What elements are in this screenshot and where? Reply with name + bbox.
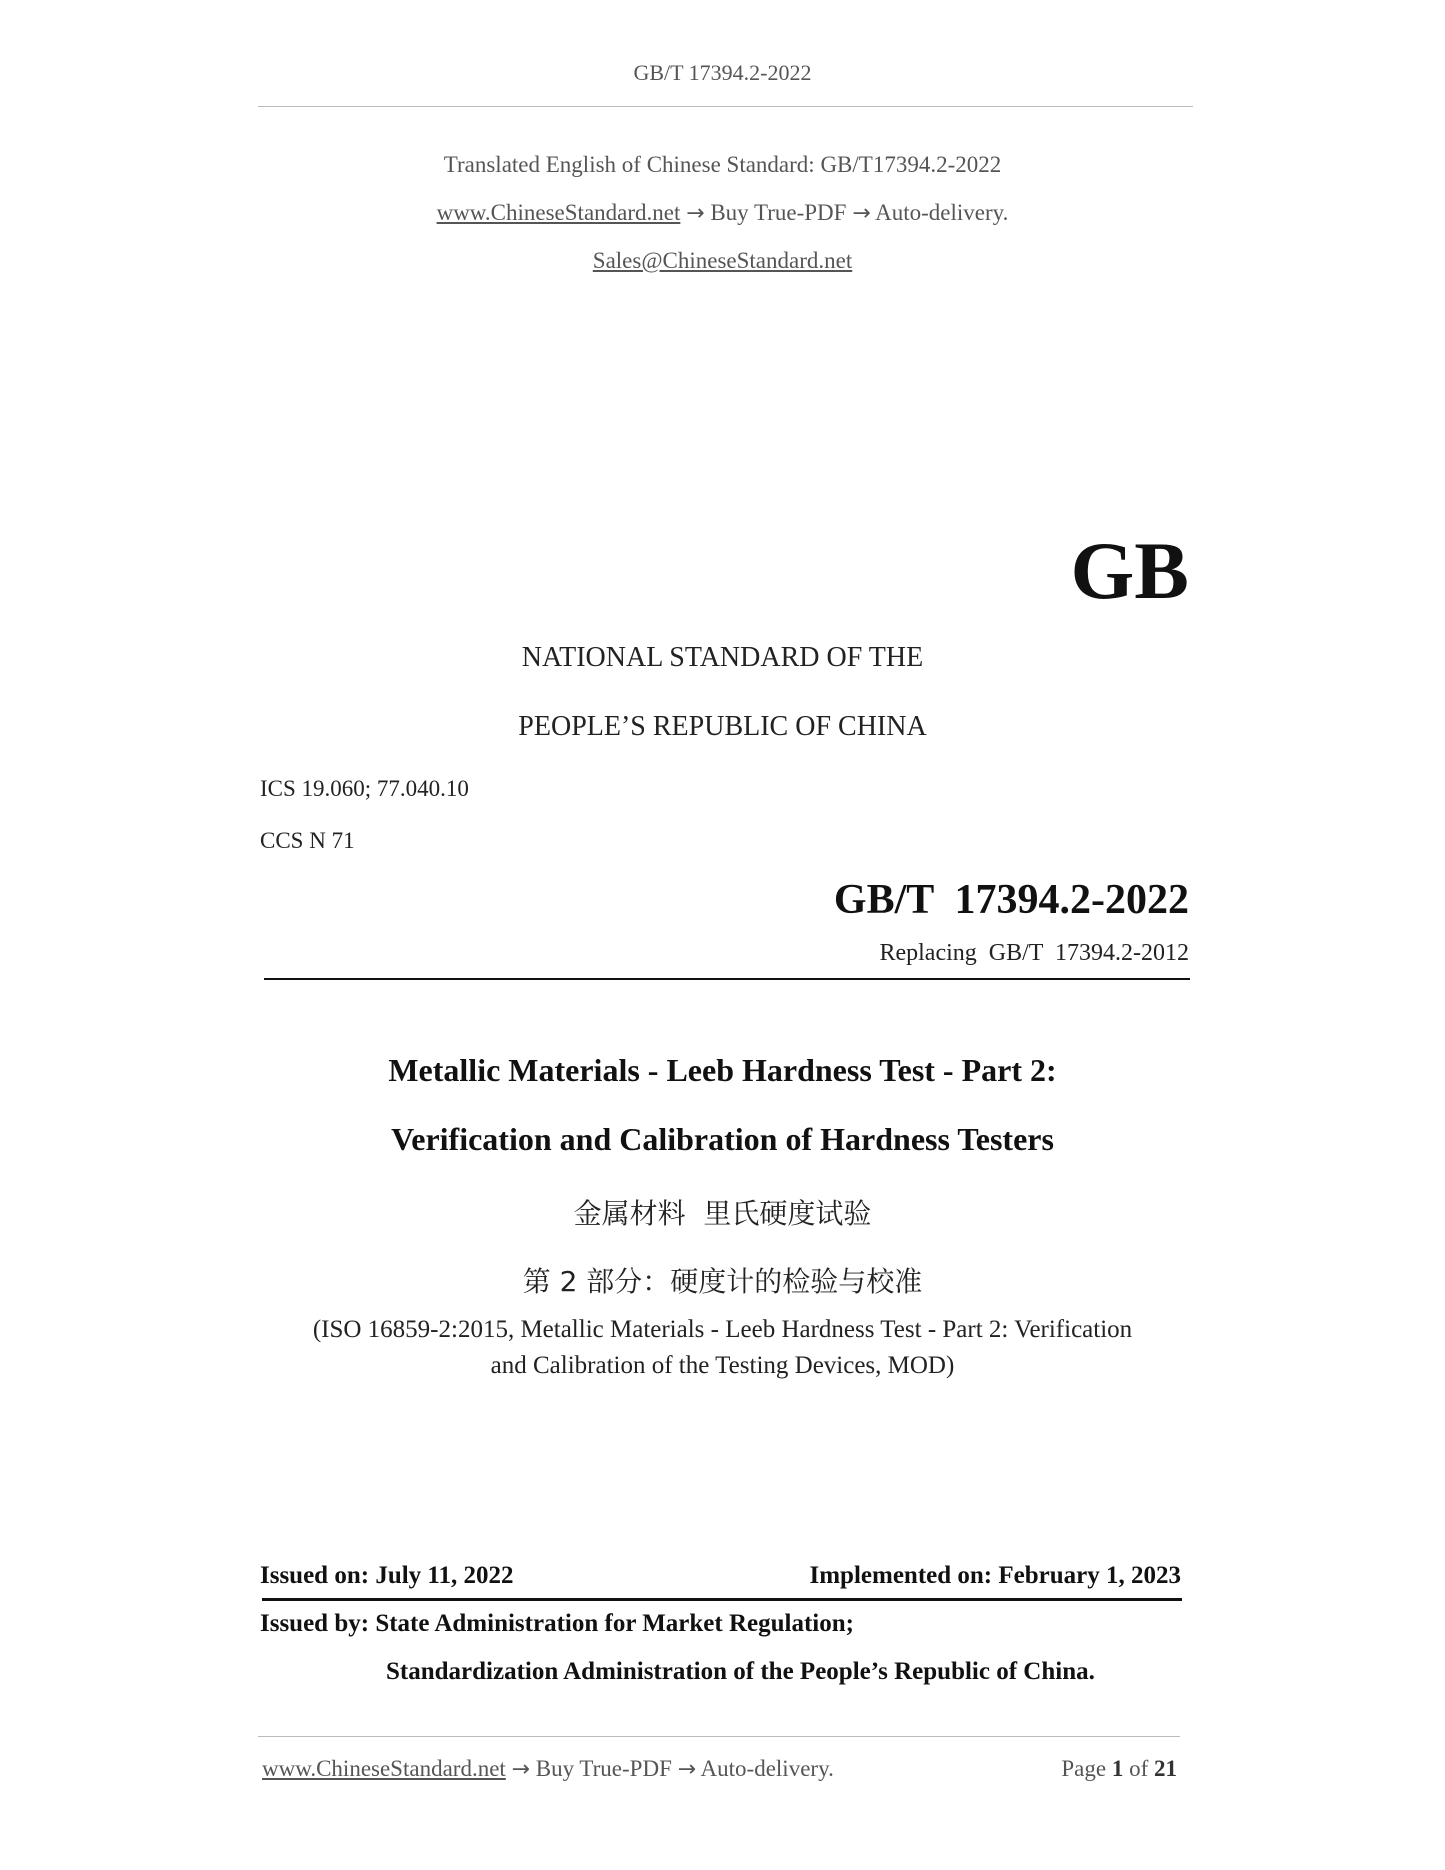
ccs-code: CCS N 71 [260,828,355,853]
page-label: Page [1061,1756,1107,1781]
implemented-on: Implemented on: February 1, 2023 [809,1562,1181,1589]
title-divider [264,978,1190,980]
of-label: of [1129,1756,1149,1781]
national-standard-line2: PEOPLE’S REPUBLIC OF CHINA [518,711,927,742]
issued-by-2: Standardization Administration of the People’s Republic of China. [386,1658,1095,1685]
translated-line: Translated English of Chinese Standard: GB/T17394.2-2022 [443,152,1002,177]
page-indicator [1061,1756,1177,1782]
purchase-line [0,200,1445,226]
footer-purchase-line [262,1756,834,1782]
header-divider [258,106,1193,107]
running-header: GB/T 17394.2-2022 [633,60,812,85]
standard-number: GB/T 17394.2-2022 [833,877,1189,923]
title-cn-line1: 金属材料 里氏硬度试验 [573,1197,872,1230]
title-en-line1: Metallic Materials - Leeb Hardness Test - Part 2: [388,1052,1057,1088]
arrow-icon: → [686,201,705,226]
iso-reference-line2: and Calibration of the Testing Devices, MOD) [490,1352,955,1379]
footer-auto-delivery-text: Auto-delivery. [700,1756,834,1781]
page-number: 1 [1111,1756,1124,1781]
title-en-line2: Verification and Calibration of Hardness Testers [391,1121,1054,1157]
ics-code: ICS 19.060; 77.040.10 [260,776,469,801]
footer-buy-text: Buy True-PDF [535,1756,672,1781]
email-link[interactable]: Sales@ChineseStandard.net [592,248,853,273]
buy-text: Buy True-PDF [710,200,847,225]
auto-delivery-text: Auto-delivery. [875,200,1009,225]
replacing-note: Replacing GB/T 17394.2-2012 [879,940,1189,966]
issued-by: Issued by: State Administration for Market Regulation; [260,1610,854,1637]
site-link[interactable]: www.ChineseStandard.net [436,200,681,225]
arrow-icon: → [511,1757,530,1782]
page-total: 21 [1154,1756,1177,1781]
iso-reference-line1: (ISO 16859-2:2015, Metallic Materials - Leeb Hardness Test - Part 2: Verification [312,1316,1133,1343]
issue-divider [262,1598,1182,1601]
gb-mark: GB [1070,525,1189,616]
national-standard-line1: NATIONAL STANDARD OF THE [521,642,924,673]
footer-site-link[interactable]: www.ChineseStandard.net [262,1756,506,1781]
arrow-icon: → [677,1757,697,1782]
issued-on: Issued on: July 11, 2022 [260,1562,514,1589]
title-cn-line2: 第 2 部分：硬度计的检验与校准 [522,1265,923,1298]
arrow-icon: → [852,201,871,226]
footer-divider [258,1736,1180,1737]
